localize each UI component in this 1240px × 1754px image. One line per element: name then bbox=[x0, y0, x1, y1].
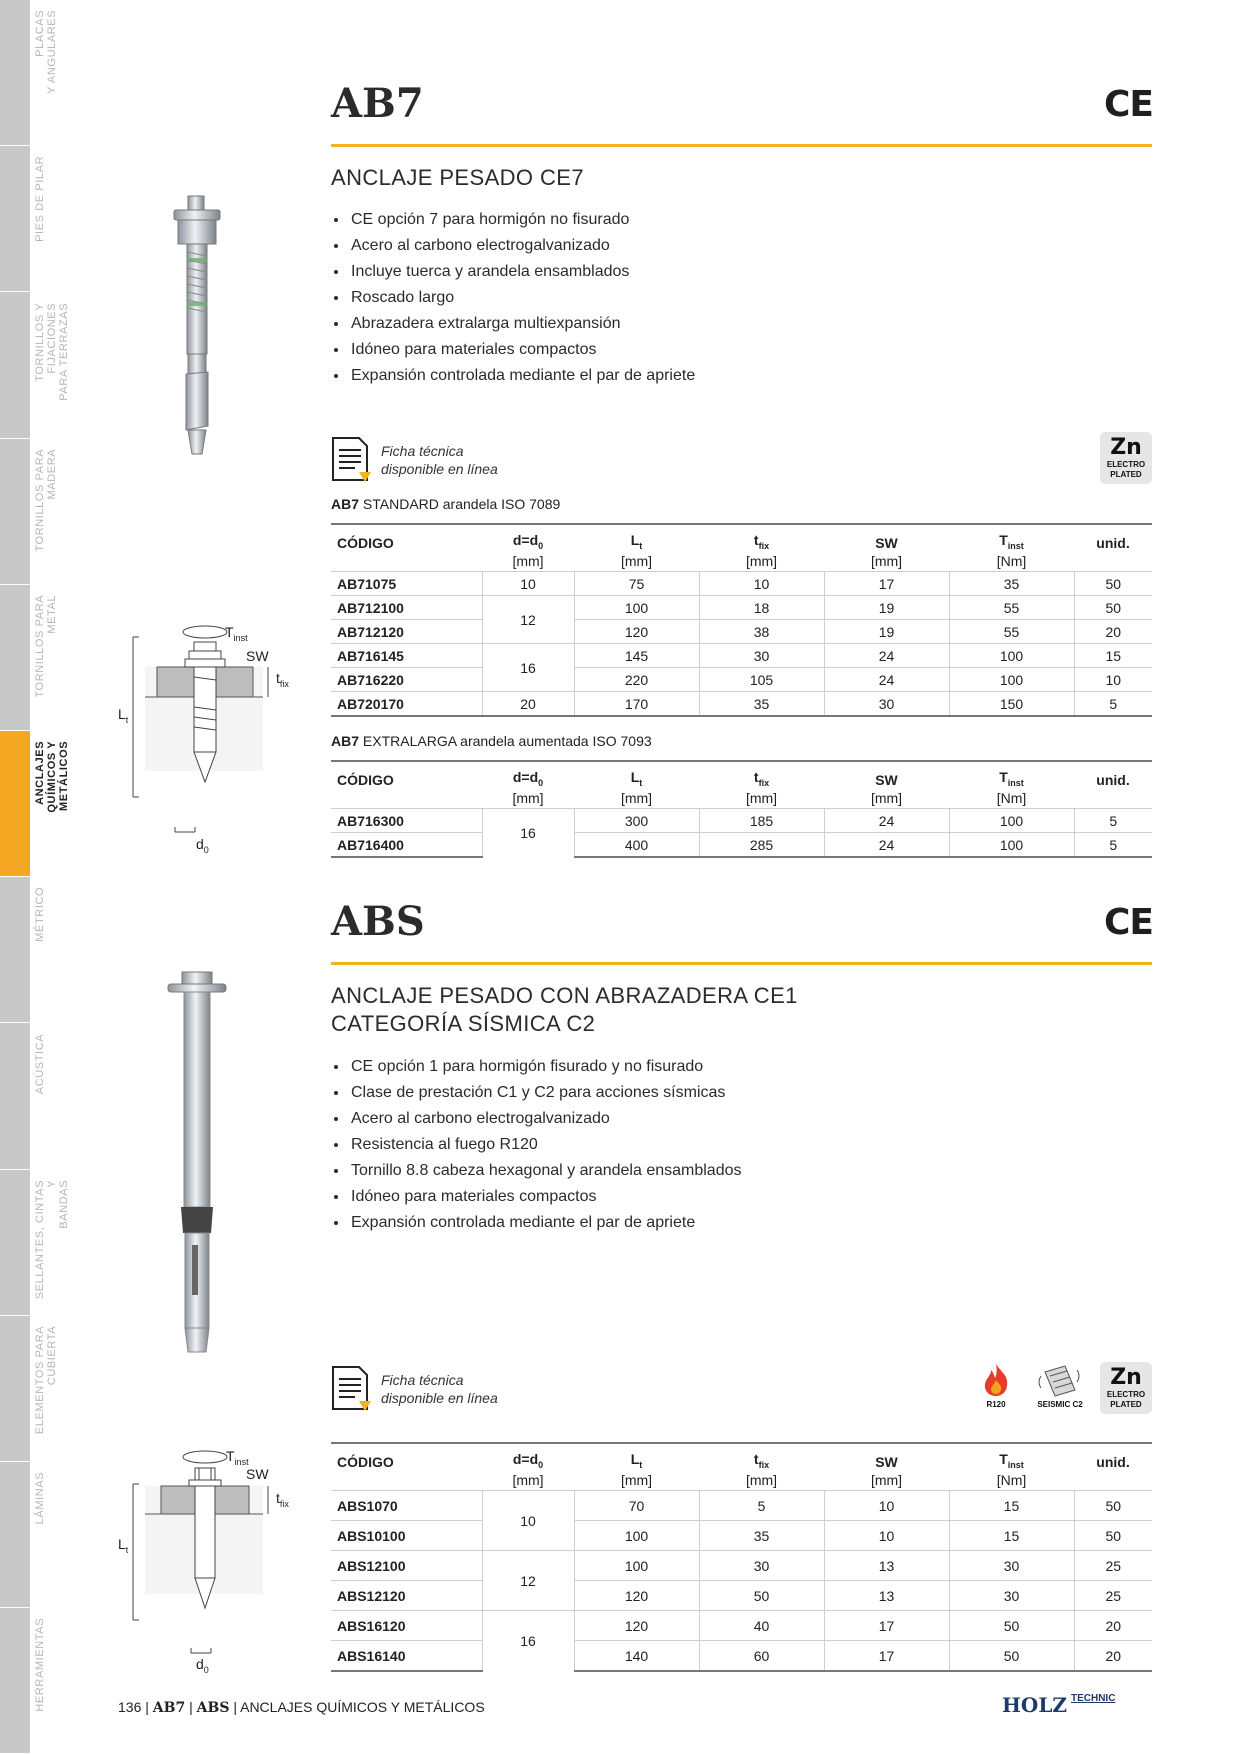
table-row bbox=[331, 644, 1152, 668]
sidebar-tabs bbox=[0, 0, 30, 1754]
unit-cell: [Nm] bbox=[996, 553, 1027, 569]
tfix-cell: 30 bbox=[699, 644, 824, 668]
feature-list-abs bbox=[331, 1054, 741, 1236]
table-caption-ab7-standard: AB7 STANDARD arandela ISO 7089 bbox=[331, 496, 561, 512]
unit-cell: [mm] bbox=[745, 790, 778, 806]
sw-cell: 17 bbox=[824, 572, 949, 596]
units-cell: 10 bbox=[1074, 668, 1152, 692]
units-cell: 20 bbox=[1074, 1611, 1152, 1641]
column-header: $d=d_0$ bbox=[482, 524, 574, 551]
spec-table-abs bbox=[331, 1442, 1152, 1672]
product-code: AB712100 bbox=[331, 596, 482, 620]
diagram-label-d0: $d_0$ bbox=[196, 836, 209, 855]
length-cell: 70 bbox=[574, 1491, 699, 1521]
flame-icon bbox=[979, 1362, 1013, 1398]
ab7-product-image bbox=[168, 194, 228, 459]
ficha-line1: Ficha técnica bbox=[381, 1372, 464, 1388]
table-row bbox=[331, 1641, 1152, 1672]
unit-cell: [Nm] bbox=[996, 1472, 1027, 1488]
ce-mark-ab7: CE bbox=[1104, 84, 1154, 125]
unit-cell bbox=[1074, 551, 1152, 572]
length-cell: 220 bbox=[574, 668, 699, 692]
holz-technic-logo: HOLZ $^{TECHNIC}$ bbox=[1002, 1693, 1116, 1717]
column-header: $t_{fix}$ bbox=[699, 761, 824, 788]
column-header: CÓDIGO bbox=[331, 1443, 482, 1470]
torque-cell: 30 bbox=[949, 1551, 1074, 1581]
diagram-label-tfix-abs: $t_{fix}$ bbox=[276, 1490, 289, 1509]
length-cell: 140 bbox=[574, 1641, 699, 1672]
diameter-cell: 10 bbox=[482, 572, 574, 596]
length-cell: 170 bbox=[574, 692, 699, 717]
sidebar-tab[interactable] bbox=[0, 292, 30, 438]
sidebar-tab-label: LÁMINAS bbox=[34, 1472, 46, 1525]
unit-cell bbox=[331, 551, 482, 572]
sw-cell: 19 bbox=[824, 620, 949, 644]
feature-item: • CE opción 7 para hormigón no fisurado bbox=[349, 207, 695, 233]
sw-cell: 17 bbox=[824, 1611, 949, 1641]
diagram-label-lt-abs: $L_t$ bbox=[118, 1536, 129, 1555]
feature-list-ab7 bbox=[331, 207, 695, 389]
table-header-row bbox=[331, 524, 1152, 551]
unit-cell: [mm] bbox=[620, 553, 653, 569]
seismic-c2-badge: SEISMIC C2 bbox=[1032, 1362, 1088, 1409]
page-number: 136 bbox=[118, 1699, 142, 1715]
unit-cell bbox=[1074, 788, 1152, 809]
unit-cell bbox=[331, 1470, 482, 1491]
column-header: $L_t$ bbox=[574, 761, 699, 788]
seismic-icon bbox=[1035, 1362, 1085, 1398]
ficha-line2: disponible en línea bbox=[381, 461, 498, 477]
length-cell: 100 bbox=[574, 1551, 699, 1581]
unit-cell: [mm] bbox=[870, 553, 903, 569]
tfix-cell: 18 bbox=[699, 596, 824, 620]
column-header: $t_{fix}$ bbox=[699, 524, 824, 551]
column-header: $T_{inst}$ bbox=[949, 761, 1074, 788]
table-unit-row bbox=[331, 788, 1152, 809]
sw-cell: 24 bbox=[824, 833, 949, 858]
table-row bbox=[331, 692, 1152, 717]
abs-product-image bbox=[164, 970, 230, 1355]
column-header: CÓDIGO bbox=[331, 524, 482, 551]
diagram-label-sw: SW bbox=[246, 648, 269, 664]
length-cell: 120 bbox=[574, 620, 699, 644]
fire-r120-badge: R120 bbox=[978, 1362, 1014, 1409]
product-code: ABS12120 bbox=[331, 1581, 482, 1611]
units-cell: 50 bbox=[1074, 572, 1152, 596]
column-header: SW bbox=[824, 1443, 949, 1470]
column-header: $T_{inst}$ bbox=[949, 1443, 1074, 1470]
spec-table-ab7-extralarga bbox=[331, 760, 1152, 858]
sidebar-tab[interactable] bbox=[0, 1170, 30, 1316]
sw-cell: 10 bbox=[824, 1521, 949, 1551]
feature-item: • CE opción 1 para hormigón fisurado y no fisurado bbox=[349, 1054, 741, 1080]
sw-cell: 24 bbox=[824, 644, 949, 668]
table-row bbox=[331, 1581, 1152, 1611]
tfix-cell: 185 bbox=[699, 809, 824, 833]
length-cell: 120 bbox=[574, 1581, 699, 1611]
unit-cell: [mm] bbox=[870, 1472, 903, 1488]
product-code: ABS12100 bbox=[331, 1551, 482, 1581]
length-cell: 400 bbox=[574, 833, 699, 858]
feature-item: • Incluye tuerca y arandela ensamblados bbox=[349, 259, 695, 285]
abs-installation-diagram bbox=[115, 1440, 300, 1680]
feature-item: • Expansión controlada mediante el par de apriete bbox=[349, 363, 695, 389]
zn-electroplated-badge-abs: Zn ELECTRO PLATED bbox=[1100, 1362, 1152, 1414]
sw-cell: 19 bbox=[824, 596, 949, 620]
table-row bbox=[331, 596, 1152, 620]
diameter-cell: 16 bbox=[482, 1611, 574, 1672]
column-header: $t_{fix}$ bbox=[699, 1443, 824, 1470]
feature-item: • Expansión controlada mediante el par de apriete bbox=[349, 1210, 741, 1236]
feature-item: • Resistencia al fuego R120 bbox=[349, 1132, 741, 1158]
table-row bbox=[331, 833, 1152, 858]
tfix-cell: 5 bbox=[699, 1491, 824, 1521]
column-header: $L_t$ bbox=[574, 1443, 699, 1470]
table-row bbox=[331, 1611, 1152, 1641]
sidebar-tab-label: TORNILLOS PARA METAL bbox=[34, 594, 58, 698]
sidebar-tab[interactable] bbox=[0, 0, 30, 146]
torque-cell: 55 bbox=[949, 620, 1074, 644]
unit-cell: [Nm] bbox=[996, 790, 1027, 806]
sidebar-tab-label: HERRAMIENTAS bbox=[34, 1618, 46, 1712]
tfix-cell: 30 bbox=[699, 1551, 824, 1581]
page-footer: 136 | AB7 | ABS | ANCLAJES QUÍMICOS Y METÁLICOS bbox=[118, 1699, 485, 1716]
table-header-row bbox=[331, 1443, 1152, 1470]
column-header: $T_{inst}$ bbox=[949, 524, 1074, 551]
table-row bbox=[331, 572, 1152, 596]
unit-cell: [mm] bbox=[512, 1472, 544, 1488]
sw-cell: 13 bbox=[824, 1551, 949, 1581]
tfix-cell: 35 bbox=[699, 1521, 824, 1551]
product-code: AB716145 bbox=[331, 644, 482, 668]
unit-cell: [mm] bbox=[870, 790, 903, 806]
tfix-cell: 40 bbox=[699, 1611, 824, 1641]
document-download-icon bbox=[331, 1365, 373, 1415]
units-cell: 50 bbox=[1074, 1521, 1152, 1551]
column-header: unid. bbox=[1074, 1443, 1152, 1470]
sw-cell: 24 bbox=[824, 668, 949, 692]
length-cell: 120 bbox=[574, 1611, 699, 1641]
subtitle-abs: ANCLAJE PESADO CON ABRAZADERA CE1 CATEGORÍA SÍSMICA C2 bbox=[331, 983, 798, 1036]
tfix-cell: 35 bbox=[699, 692, 824, 717]
diagram-label-d0-abs: $d_0$ bbox=[196, 1656, 209, 1675]
column-header: unid. bbox=[1074, 524, 1152, 551]
units-cell: 20 bbox=[1074, 1641, 1152, 1672]
torque-cell: 35 bbox=[949, 572, 1074, 596]
diagram-label-tinst-abs: $T_{inst}$ bbox=[226, 1448, 249, 1467]
ce-mark-abs: CE bbox=[1104, 902, 1154, 943]
sw-cell: 10 bbox=[824, 1491, 949, 1521]
feature-item: • Idóneo para materiales compactos bbox=[349, 1184, 741, 1210]
feature-item: • Acero al carbono electrogalvanizado bbox=[349, 1106, 741, 1132]
sw-cell: 13 bbox=[824, 1581, 949, 1611]
sidebar-tab[interactable] bbox=[0, 439, 30, 585]
feature-item: • Clase de prestación C1 y C2 para acciones sísmicas bbox=[349, 1080, 741, 1106]
sidebar-tab-label: ANCLAJES QUÍMICOS Y METÁLICOS bbox=[34, 741, 70, 813]
product-code: AB712120 bbox=[331, 620, 482, 644]
sidebar-tab-label: PIES DE PILAR bbox=[34, 156, 46, 243]
ficha-tecnica-ab7[interactable] bbox=[331, 436, 531, 486]
unit-cell bbox=[1074, 1470, 1152, 1491]
units-cell: 5 bbox=[1074, 692, 1152, 717]
column-header: $d=d_0$ bbox=[482, 761, 574, 788]
sidebar-tab[interactable] bbox=[0, 731, 30, 877]
torque-cell: 100 bbox=[949, 833, 1074, 858]
product-code: AB720170 bbox=[331, 692, 482, 717]
table-unit-row bbox=[331, 551, 1152, 572]
sidebar-tab-label: TORNILLOS PARA MADERA bbox=[34, 448, 58, 552]
column-header: SW bbox=[824, 761, 949, 788]
diameter-cell: 12 bbox=[482, 596, 574, 644]
sidebar-tab[interactable] bbox=[0, 585, 30, 731]
product-title-ab7: AB7 bbox=[331, 80, 424, 127]
column-header: SW bbox=[824, 524, 949, 551]
torque-cell: 15 bbox=[949, 1521, 1074, 1551]
ficha-line1: Ficha técnica bbox=[381, 443, 464, 459]
torque-cell: 150 bbox=[949, 692, 1074, 717]
torque-cell: 50 bbox=[949, 1611, 1074, 1641]
torque-cell: 100 bbox=[949, 809, 1074, 833]
product-code: AB716220 bbox=[331, 668, 482, 692]
product-code: AB716300 bbox=[331, 809, 482, 833]
unit-cell: [mm] bbox=[512, 553, 544, 569]
sidebar-tab-label: MÉTRICO bbox=[34, 887, 46, 943]
diameter-cell: 12 bbox=[482, 1551, 574, 1611]
diagram-label-tfix: $t_{fix}$ bbox=[276, 670, 289, 689]
sidebar-tab-label: ACÚSTICA bbox=[34, 1033, 46, 1094]
diameter-cell: 16 bbox=[482, 809, 574, 858]
table-row bbox=[331, 1521, 1152, 1551]
diameter-cell: 16 bbox=[482, 644, 574, 692]
product-code: ABS16120 bbox=[331, 1611, 482, 1641]
sidebar-tab[interactable] bbox=[0, 877, 30, 1023]
sidebar-tab[interactable] bbox=[0, 1608, 30, 1754]
units-cell: 50 bbox=[1074, 1491, 1152, 1521]
sidebar-tab-label: TORNILLOS Y FIJACIONES PARA TERRAZAS bbox=[34, 302, 70, 401]
table-row bbox=[331, 809, 1152, 833]
diameter-cell: 10 bbox=[482, 1491, 574, 1551]
sidebar-tab-label: PLACAS Y ANGULARES bbox=[34, 10, 58, 95]
zn-electroplated-badge-ab7: Zn ELECTRO PLATED bbox=[1100, 432, 1152, 484]
units-cell: 25 bbox=[1074, 1551, 1152, 1581]
torque-cell: 100 bbox=[949, 668, 1074, 692]
column-header: CÓDIGO bbox=[331, 761, 482, 788]
table-row bbox=[331, 1551, 1152, 1581]
product-code: ABS10100 bbox=[331, 1521, 482, 1551]
unit-cell: [mm] bbox=[745, 553, 778, 569]
feature-item: • Idóneo para materiales compactos bbox=[349, 337, 695, 363]
sidebar-tab[interactable] bbox=[0, 1316, 30, 1462]
sidebar-tab[interactable] bbox=[0, 146, 30, 292]
product-code: ABS1070 bbox=[331, 1491, 482, 1521]
unit-cell bbox=[331, 788, 482, 809]
unit-cell: [mm] bbox=[512, 790, 544, 806]
length-cell: 100 bbox=[574, 596, 699, 620]
sidebar-tab[interactable] bbox=[0, 1462, 30, 1608]
units-cell: 20 bbox=[1074, 620, 1152, 644]
units-cell: 25 bbox=[1074, 1581, 1152, 1611]
footer-product-abs: ABS bbox=[196, 1700, 230, 1716]
torque-cell: 30 bbox=[949, 1581, 1074, 1611]
table-header-row bbox=[331, 761, 1152, 788]
diagram-label-sw-abs: SW bbox=[246, 1466, 269, 1482]
column-header: unid. bbox=[1074, 761, 1152, 788]
length-cell: 300 bbox=[574, 809, 699, 833]
tfix-cell: 10 bbox=[699, 572, 824, 596]
sw-cell: 30 bbox=[824, 692, 949, 717]
subtitle-ab7: ANCLAJE PESADO CE7 bbox=[331, 165, 584, 190]
ab7-installation-diagram bbox=[115, 617, 300, 857]
tfix-cell: 50 bbox=[699, 1581, 824, 1611]
table-row bbox=[331, 620, 1152, 644]
table-caption-ab7-extralarga: AB7 EXTRALARGA arandela aumentada ISO 7093 bbox=[331, 733, 652, 749]
tfix-cell: 60 bbox=[699, 1641, 824, 1672]
product-code: AB71075 bbox=[331, 572, 482, 596]
length-cell: 75 bbox=[574, 572, 699, 596]
unit-cell: [mm] bbox=[620, 1472, 653, 1488]
sidebar-tab-label: ELEMENTOS PARA CUBIERTA bbox=[34, 1325, 58, 1435]
divider-abs bbox=[331, 962, 1152, 965]
tfix-cell: 38 bbox=[699, 620, 824, 644]
column-header: $L_t$ bbox=[574, 524, 699, 551]
ficha-tecnica-abs[interactable] bbox=[331, 1365, 531, 1415]
sidebar-tab[interactable] bbox=[0, 1023, 30, 1169]
diagram-label-lt: $L_t$ bbox=[118, 706, 129, 725]
tfix-cell: 105 bbox=[699, 668, 824, 692]
footer-section: ANCLAJES QUÍMICOS Y METÁLICOS bbox=[240, 1699, 485, 1715]
footer-product-ab7: AB7 bbox=[152, 1700, 186, 1716]
tfix-cell: 285 bbox=[699, 833, 824, 858]
ficha-line2: disponible en línea bbox=[381, 1390, 498, 1406]
product-code: AB716400 bbox=[331, 833, 482, 858]
units-cell: 5 bbox=[1074, 809, 1152, 833]
torque-cell: 100 bbox=[949, 644, 1074, 668]
sidebar-tab-label: SELLANTES, CINTAS Y BANDAS bbox=[34, 1179, 70, 1300]
unit-cell: [mm] bbox=[745, 1472, 778, 1488]
divider-ab7 bbox=[331, 144, 1152, 147]
document-download-icon bbox=[331, 436, 373, 486]
sw-cell: 24 bbox=[824, 809, 949, 833]
feature-item: • Acero al carbono electrogalvanizado bbox=[349, 233, 695, 259]
torque-cell: 15 bbox=[949, 1491, 1074, 1521]
diagram-label-tinst: $T_{inst}$ bbox=[225, 624, 248, 643]
product-title-abs: ABS bbox=[331, 898, 425, 945]
torque-cell: 55 bbox=[949, 596, 1074, 620]
feature-item: • Tornillo 8.8 cabeza hexagonal y arandela ensamblados bbox=[349, 1158, 741, 1184]
spec-table-ab7-standard bbox=[331, 523, 1152, 717]
feature-item: • Abrazadera extralarga multiexpansión bbox=[349, 311, 695, 337]
diameter-cell: 20 bbox=[482, 692, 574, 717]
units-cell: 15 bbox=[1074, 644, 1152, 668]
sw-cell: 17 bbox=[824, 1641, 949, 1672]
units-cell: 5 bbox=[1074, 833, 1152, 858]
column-header: $d=d_0$ bbox=[482, 1443, 574, 1470]
length-cell: 100 bbox=[574, 1521, 699, 1551]
table-row bbox=[331, 1491, 1152, 1521]
torque-cell: 50 bbox=[949, 1641, 1074, 1672]
units-cell: 50 bbox=[1074, 596, 1152, 620]
product-code: ABS16140 bbox=[331, 1641, 482, 1672]
length-cell: 145 bbox=[574, 644, 699, 668]
table-row bbox=[331, 668, 1152, 692]
feature-item: • Roscado largo bbox=[349, 285, 695, 311]
unit-cell: [mm] bbox=[620, 790, 653, 806]
table-unit-row bbox=[331, 1470, 1152, 1491]
